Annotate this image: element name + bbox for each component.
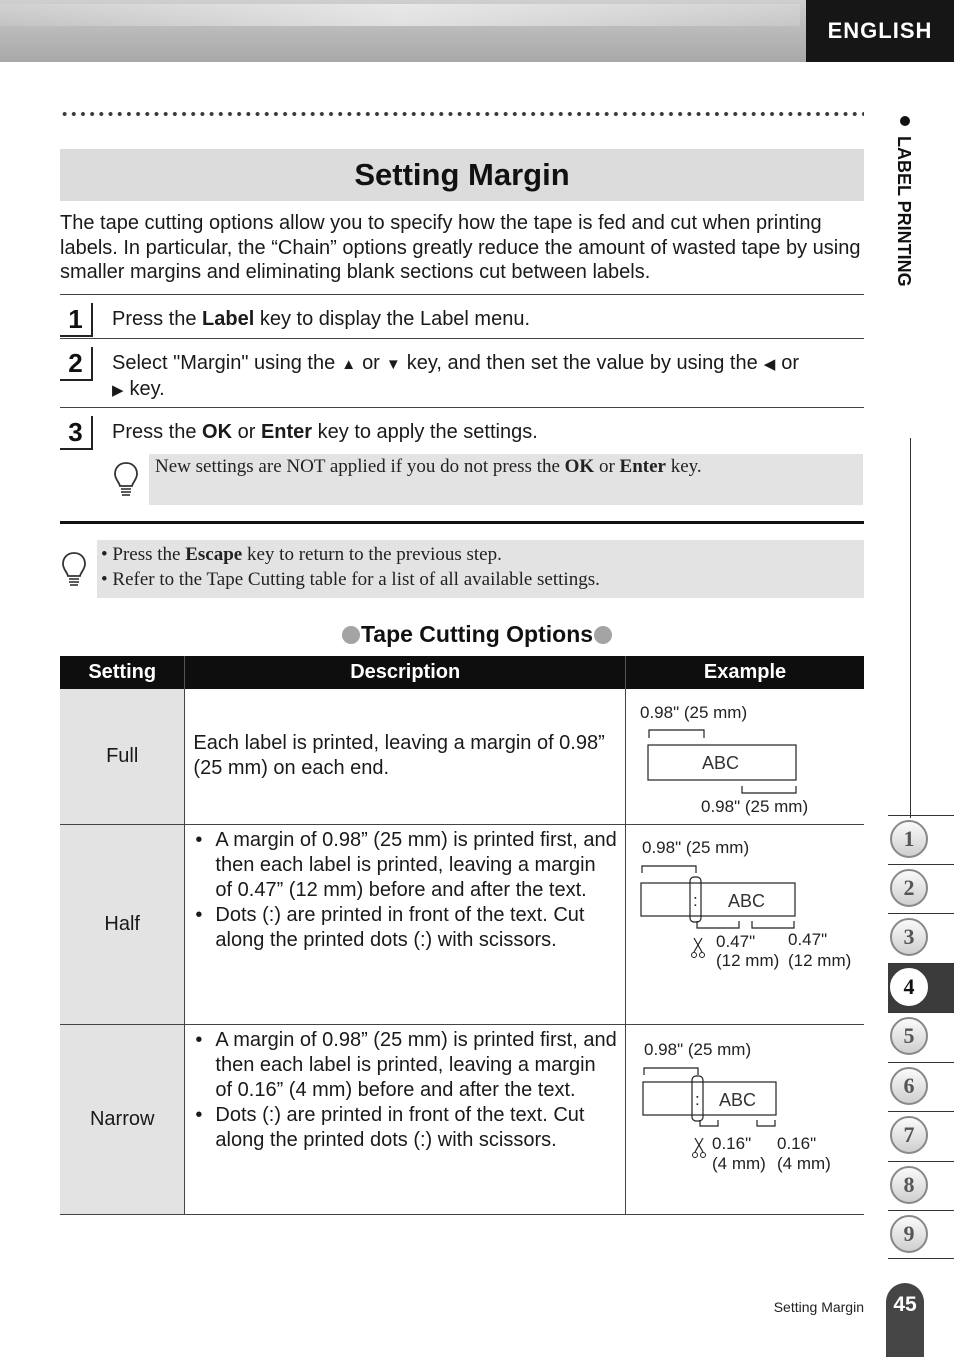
lightbulb-icon [112, 460, 140, 500]
setting-cell: Full [60, 689, 185, 824]
margin-label: 0.16" [776, 1133, 817, 1153]
description-cell: Each label is printed, leaving a margin of 0.98” (25 mm) on each end. [185, 689, 626, 824]
right-arrow-icon: ▶ [112, 382, 124, 399]
margin-label: 0.98" (25 mm) [641, 837, 750, 857]
left-arrow-icon: ◀ [763, 356, 776, 373]
chapter-tab-9[interactable]: 9 [888, 1210, 954, 1259]
divider [60, 294, 864, 295]
margin-label: 0.16" [711, 1133, 752, 1153]
setting-cell: Half [60, 824, 185, 1024]
full-margin-diagram [626, 689, 864, 823]
tip-item: • Press the Escape key to return to the previous step. [101, 544, 502, 565]
list-item: • A margin of 0.98” (25 mm) is printed first, and then each label is printed, leaving a margin of 0.47” (12 mm) before and after the text. [193, 828, 617, 903]
table-row [60, 824, 864, 1024]
list-item: • A margin of 0.98” (25 mm) is printed first, and then each label is printed, leaving a margin of 0.16” (4 mm) before and after the text. [193, 1028, 617, 1103]
divider [60, 338, 864, 339]
label-text: ABC [701, 753, 739, 774]
label-text: ABC [727, 890, 765, 911]
margin-label: (12 mm) [787, 950, 852, 970]
lightbulb-icon [60, 550, 88, 590]
list-item: • Dots (:) are printed in front of the text. Cut along the printed dots (:) with scissors. [193, 903, 617, 953]
chapter-tab-7[interactable]: 7 [888, 1111, 954, 1160]
scissors-icon [691, 938, 704, 958]
description-cell [185, 1024, 626, 1214]
bullet-dot-icon [594, 626, 612, 644]
title-box [60, 149, 864, 201]
scissors-icon [692, 1138, 705, 1158]
intro-paragraph: The tape cutting options allow you to specify how the tape is fed and cut when printing labels. In particular, the “Chain” options greatly reduce the amount of wasted tape by using smaller margins and eliminating blank sections cut between labels. [60, 212, 861, 283]
page-number: 45 [886, 1283, 924, 1357]
divider [60, 407, 864, 408]
tips-box [97, 540, 864, 598]
page-title: Setting Margin [354, 157, 570, 192]
example-cell [625, 1024, 864, 1214]
narrow-margin-diagram [626, 1025, 864, 1214]
table-header: Setting [60, 656, 185, 689]
step-number: 1 [60, 303, 93, 337]
margin-label: 0.98" (25 mm) [639, 703, 748, 723]
table-row [60, 689, 864, 824]
sidebar-section-label [881, 110, 929, 320]
margin-label: 0.98" (25 mm) [643, 1039, 752, 1059]
step-number: 2 [60, 347, 93, 381]
step-number: 3 [60, 416, 93, 450]
label-text: ABC [718, 1089, 756, 1110]
step-text: Select "Margin" using the ▲ or ▼ key, and then set the value by using the ◀ or ▶ key. [112, 351, 864, 403]
half-margin-diagram [626, 825, 864, 1024]
sidebar-line [910, 438, 911, 818]
section-title: Tape Cutting Options [326, 621, 628, 648]
tip-item: • Refer to the Tape Cutting table for a list of all available settings. [101, 569, 600, 590]
description-cell [185, 824, 626, 1024]
chapter-tab-3[interactable]: 3 [888, 913, 954, 962]
table-header: Description [185, 656, 626, 689]
up-arrow-icon: ▲ [341, 356, 357, 373]
step-text: Press the Label key to display the Label menu. [112, 308, 531, 330]
margin-label: 0.47" [715, 931, 756, 951]
dotted-divider [60, 111, 864, 117]
language-tab: ENGLISH [806, 0, 954, 62]
footer-section-title: Setting Margin [773, 1299, 864, 1315]
chapter-tab-8[interactable]: 8 [888, 1161, 954, 1210]
tape-cutting-table [60, 656, 864, 1215]
note-box: New settings are NOT applied if you do not press the OK or Enter key. [149, 454, 863, 505]
chapter-tab-5[interactable]: 5 [888, 1012, 954, 1061]
table-header: Example [625, 656, 864, 689]
section-divider [60, 521, 864, 524]
chapter-tab-1[interactable]: 1 [888, 815, 954, 864]
margin-label: (4 mm) [711, 1153, 766, 1173]
table-row [60, 1024, 864, 1214]
margin-label: (4 mm) [776, 1153, 831, 1173]
sidebar-label-text: LABEL PRINTING [894, 136, 914, 287]
chapter-tab-2[interactable]: 2 [888, 864, 954, 913]
example-cell [625, 824, 864, 1024]
list-item: • Dots (:) are printed in front of the text. Cut along the printed dots (:) with scissors. [193, 1103, 617, 1153]
example-cell [625, 689, 864, 824]
margin-label: 0.98" (25 mm) [700, 797, 809, 817]
down-arrow-icon: ▼ [385, 356, 401, 373]
setting-cell: Narrow [60, 1024, 185, 1214]
margin-label: 0.47" [787, 929, 828, 949]
step-text: Press the OK or Enter key to apply the settings. [112, 421, 538, 443]
bullet-dot-icon [342, 626, 360, 644]
chapter-tab-6[interactable]: 6 [888, 1062, 954, 1111]
chapter-tab-4[interactable]: 4 [888, 963, 954, 1012]
margin-label: (12 mm) [715, 950, 780, 970]
cut-dots: : [692, 890, 698, 910]
cut-dots: : [694, 1089, 700, 1109]
